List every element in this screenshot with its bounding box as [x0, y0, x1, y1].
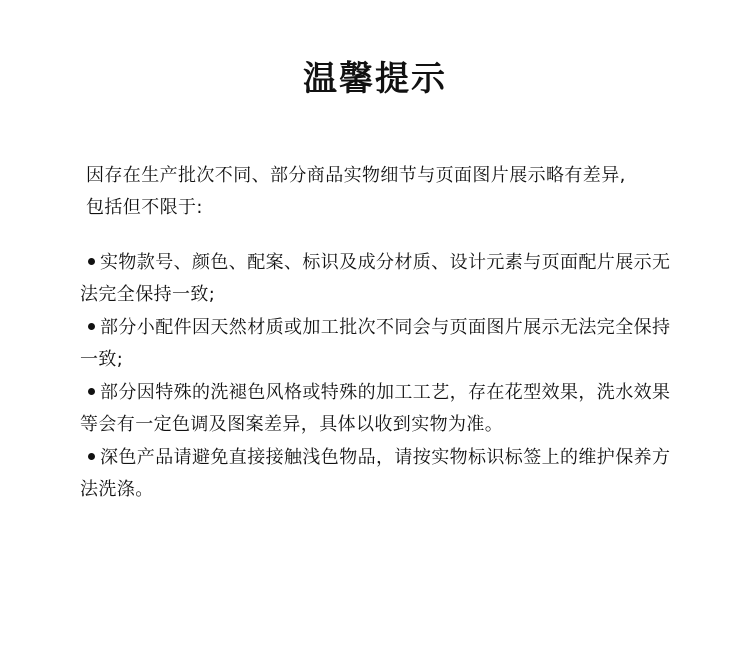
- intro-line-2: 包括但不限于:: [86, 197, 203, 218]
- intro-line-1: 因存在生产批次不同、部分商品实物细节与页面图片展示略有差异,: [86, 165, 626, 186]
- bullet-dot-icon: [88, 388, 95, 395]
- list-item-text: 部分小配件因天然材质或加工批次不同会与页面图片展示无法完全保持一致;: [80, 317, 671, 370]
- list-item-text: 实物款号、颜色、配案、标识及成分材质、设计元素与页面配片展示无法完全保持一致;: [80, 252, 671, 305]
- intro-text: [86, 160, 686, 224]
- list-item: [80, 377, 680, 441]
- list-item: [80, 312, 680, 376]
- list-item-text: 部分因特殊的洗褪色风格或特殊的加工工艺，存在花型效果，洗水效果等会有一定色调及图案差异，具体以收到实物为准。: [80, 382, 671, 435]
- notice-list: [80, 247, 680, 507]
- list-item-text: 深色产品请避免直接接触浅色物品，请按实物标识标签上的维护保养方法洗涤。: [80, 447, 671, 500]
- list-item: [80, 247, 680, 311]
- page-title: 温馨提示: [303, 58, 447, 99]
- bullet-dot-icon: [88, 453, 95, 460]
- list-item: [80, 442, 680, 506]
- bullet-dot-icon: [88, 323, 95, 330]
- bullet-dot-icon: [88, 258, 95, 265]
